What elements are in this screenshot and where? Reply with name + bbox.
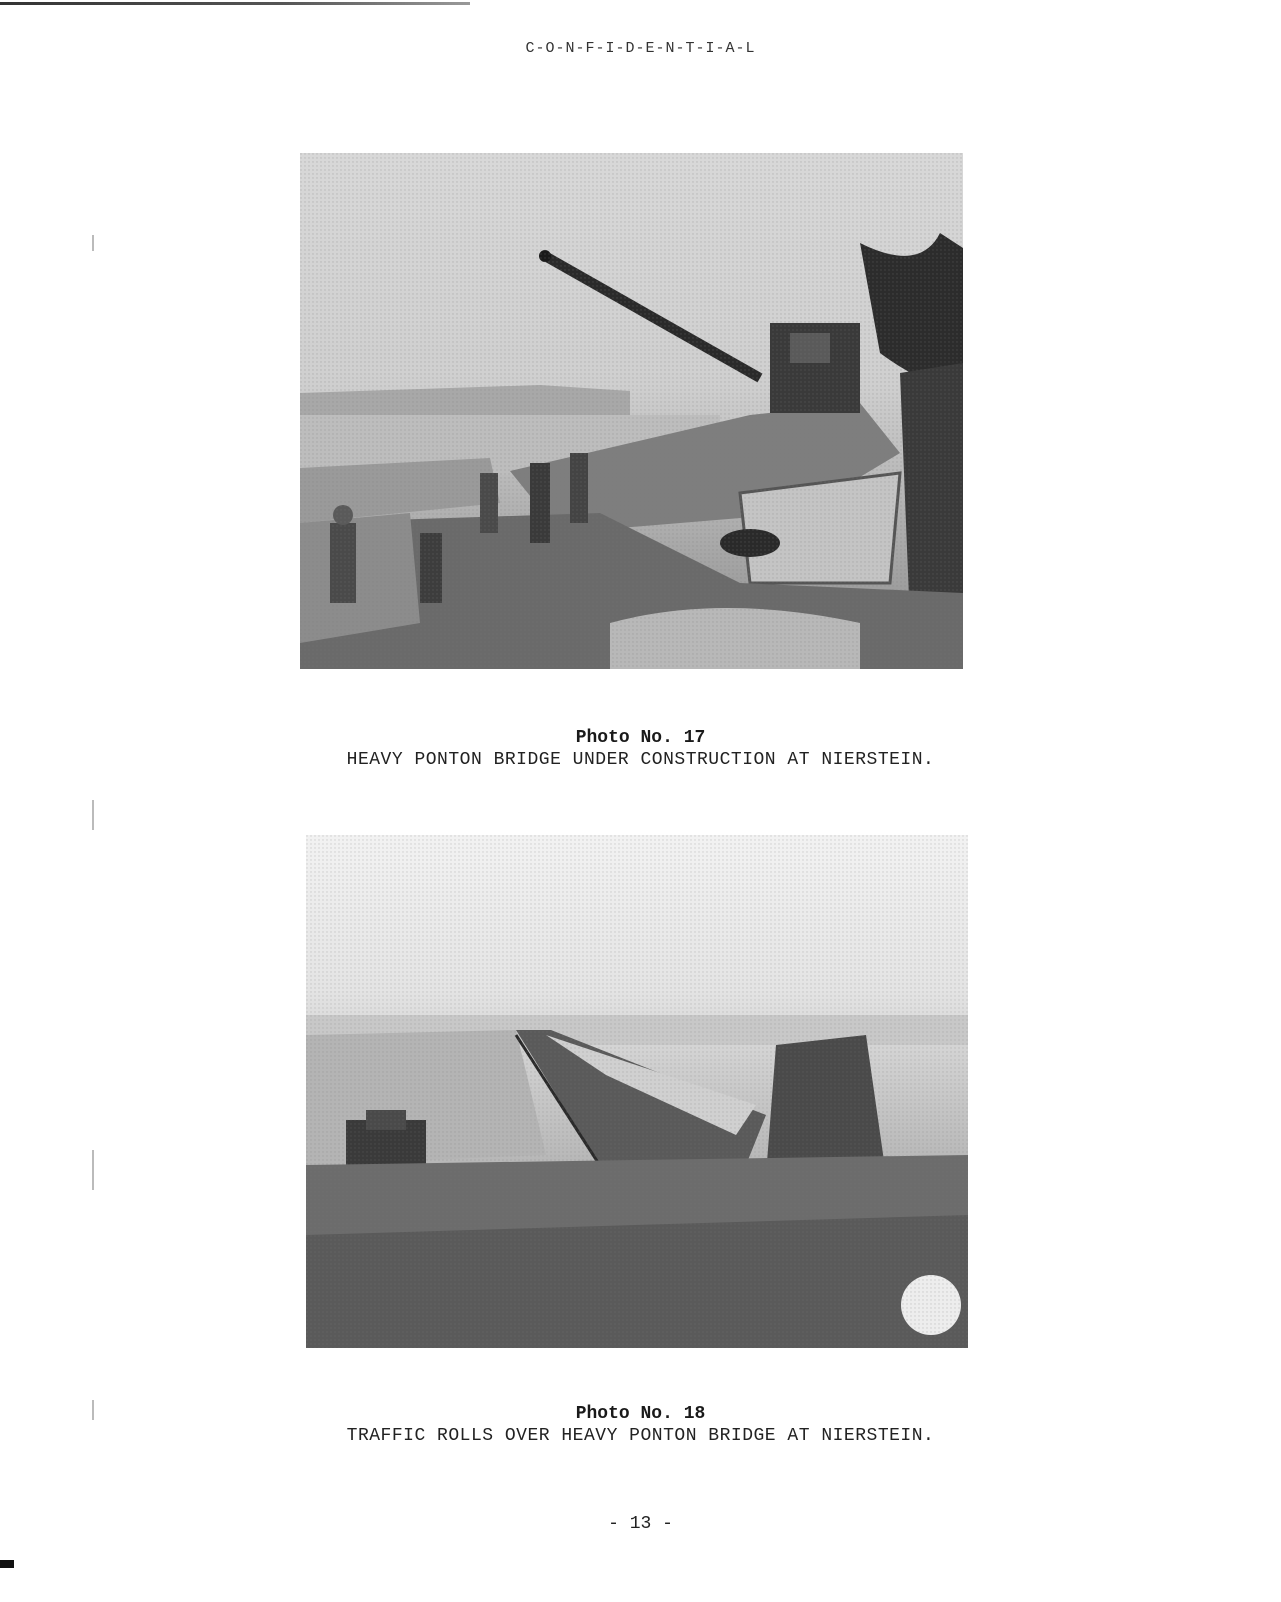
margin-speck	[92, 1150, 94, 1190]
photo-17-description: HEAVY PONTON BRIDGE UNDER CONSTRUCTION AT NIERSTEIN.	[346, 750, 935, 770]
scan-edge-mark	[0, 1560, 14, 1568]
classification-header: C-O-N-F-I-D-E-N-T-I-A-L	[525, 40, 756, 57]
photo-17	[300, 153, 963, 669]
photo-18-caption	[0, 1403, 1281, 1447]
photo-18	[306, 835, 968, 1348]
bridge-traffic-photo	[306, 835, 968, 1348]
margin-speck	[92, 800, 94, 830]
photo-18-number: Photo No. 18	[575, 1404, 706, 1424]
page-number: - 13 -	[608, 1514, 673, 1534]
photo-18-description: TRAFFIC ROLLS OVER HEAVY PONTON BRIDGE AT NIERSTEIN.	[346, 1426, 935, 1446]
bridge-construction-photo	[300, 153, 963, 669]
margin-speck	[92, 235, 94, 251]
scan-edge-line	[0, 2, 470, 5]
photo-17-caption	[0, 727, 1281, 771]
photo-17-number: Photo No. 17	[575, 728, 706, 748]
